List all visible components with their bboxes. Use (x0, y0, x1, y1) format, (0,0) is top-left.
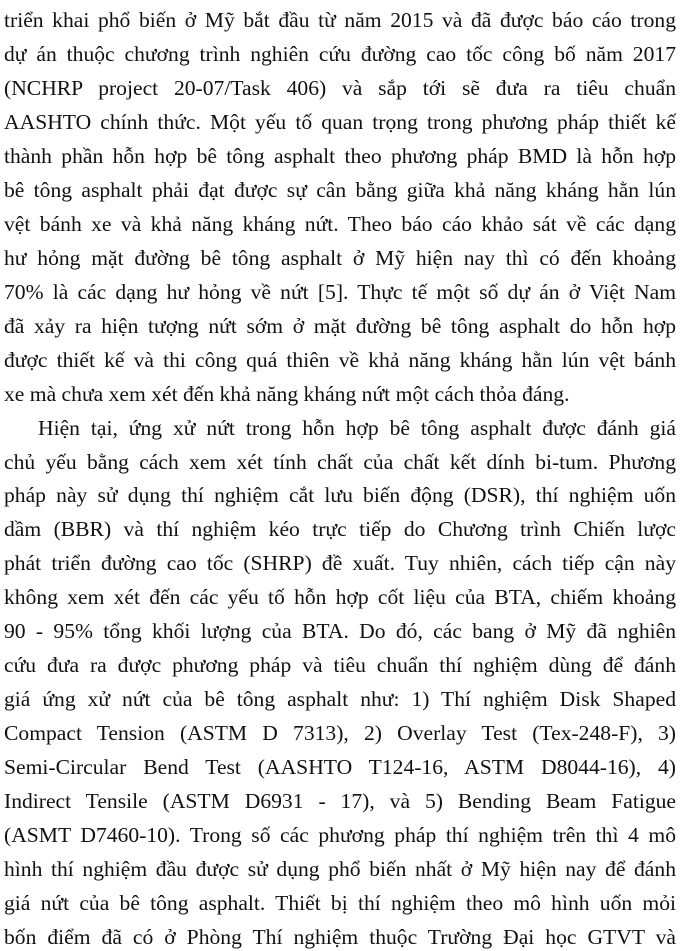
text-line: cứu đưa ra được phương pháp và tiêu chuẩn thí nghiệm dùng để đánh (4, 653, 676, 677)
text-line: (ASMT D7460-10). Trong số các phương pháp thí nghiệm trên thì 4 mô (4, 823, 676, 847)
text-line: giá nứt của bê tông asphalt. Thiết bị thí nghiệm theo mô hình uốn mỏi (4, 891, 676, 915)
text-line: Compact Tension (ASTM D 7313), 2) Overlay Test (Tex-248-F), 3) (4, 721, 676, 745)
text-line: bốn điểm đã có ở Phòng Thí nghiệm thuộc Trường Đại học GTVT và (4, 925, 676, 949)
text-line: chủ yếu bằng cách xem xét tính chất của chất kết dính bi-tum. Phương (4, 450, 676, 474)
text-line: Hiện tại, ứng xử nứt trong hỗn hợp bê tông asphalt được đánh giá (38, 416, 676, 440)
text-line: AASHTO chính thức. Một yếu tố quan trọng trong phương pháp thiết kế (4, 110, 676, 134)
text-line: giá ứng xử nứt của bê tông asphalt như: 1) Thí nghiệm Disk Shaped (4, 687, 676, 711)
text-line: vệt bánh xe và khả năng kháng nứt. Theo báo cáo khảo sát về các dạng (4, 212, 676, 236)
text-line: dự án thuộc chương trình nghiên cứu đường cao tốc công bố năm 2017 (4, 42, 676, 66)
text-line: Indirect Tensile (ASTM D6931 - 17), và 5) Bending Beam Fatigue (4, 789, 676, 813)
text-line: hư hỏng mặt đường bê tông asphalt ở Mỹ hiện nay thì có đến khoảng (4, 246, 676, 270)
text-line: phát triển đường cao tốc (SHRP) đề xuất. Tuy nhiên, cách tiếp cận này (4, 551, 676, 575)
text-line: xe mà chưa xem xét đến khả năng kháng nứt một cách thỏa đáng. (4, 382, 570, 406)
text-line: 70% là các dạng hư hỏng về nứt [5]. Thực tế một số dự án ở Việt Nam (4, 280, 676, 304)
text-line: 90 - 95% tổng khối lượng của BTA. Do đó, các bang ở Mỹ đã nghiên (4, 619, 676, 643)
text-line: không xem xét đến các yếu tố hỗn hợp cốt liệu của BTA, chiếm khoảng (4, 585, 676, 609)
text-line: được thiết kế và thi công quá thiên về khả năng kháng hằn lún vệt bánh (4, 348, 676, 372)
text-line: dầm (BBR) và thí nghiệm kéo trực tiếp do Chương trình Chiến lược (4, 517, 676, 541)
text-line: thành phần hỗn hợp bê tông asphalt theo phương pháp BMD là hỗn hợp (4, 144, 676, 168)
text-line: bê tông asphalt phải đạt được sự cân bằng giữa khả năng kháng hằn lún (4, 178, 676, 202)
text-line: hình thí nghiệm đầu được sử dụng phổ biến nhất ở Mỹ hiện nay để đánh (4, 857, 676, 881)
text-line: Semi-Circular Bend Test (AASHTO T124-16, ASTM D8044-16), 4) (4, 755, 676, 779)
text-line: đã xảy ra hiện tượng nứt sớm ở mặt đường bê tông asphalt do hỗn hợp (4, 314, 676, 338)
text-line: pháp này sử dụng thí nghiệm cắt lưu biến động (DSR), thí nghiệm uốn (4, 483, 676, 507)
text-line: (NCHRP project 20-07/Task 406) và sắp tới sẽ đưa ra tiêu chuẩn (4, 76, 676, 100)
text-line: triển khai phổ biến ở Mỹ bắt đầu từ năm 2015 và đã được báo cáo trong (4, 8, 676, 32)
